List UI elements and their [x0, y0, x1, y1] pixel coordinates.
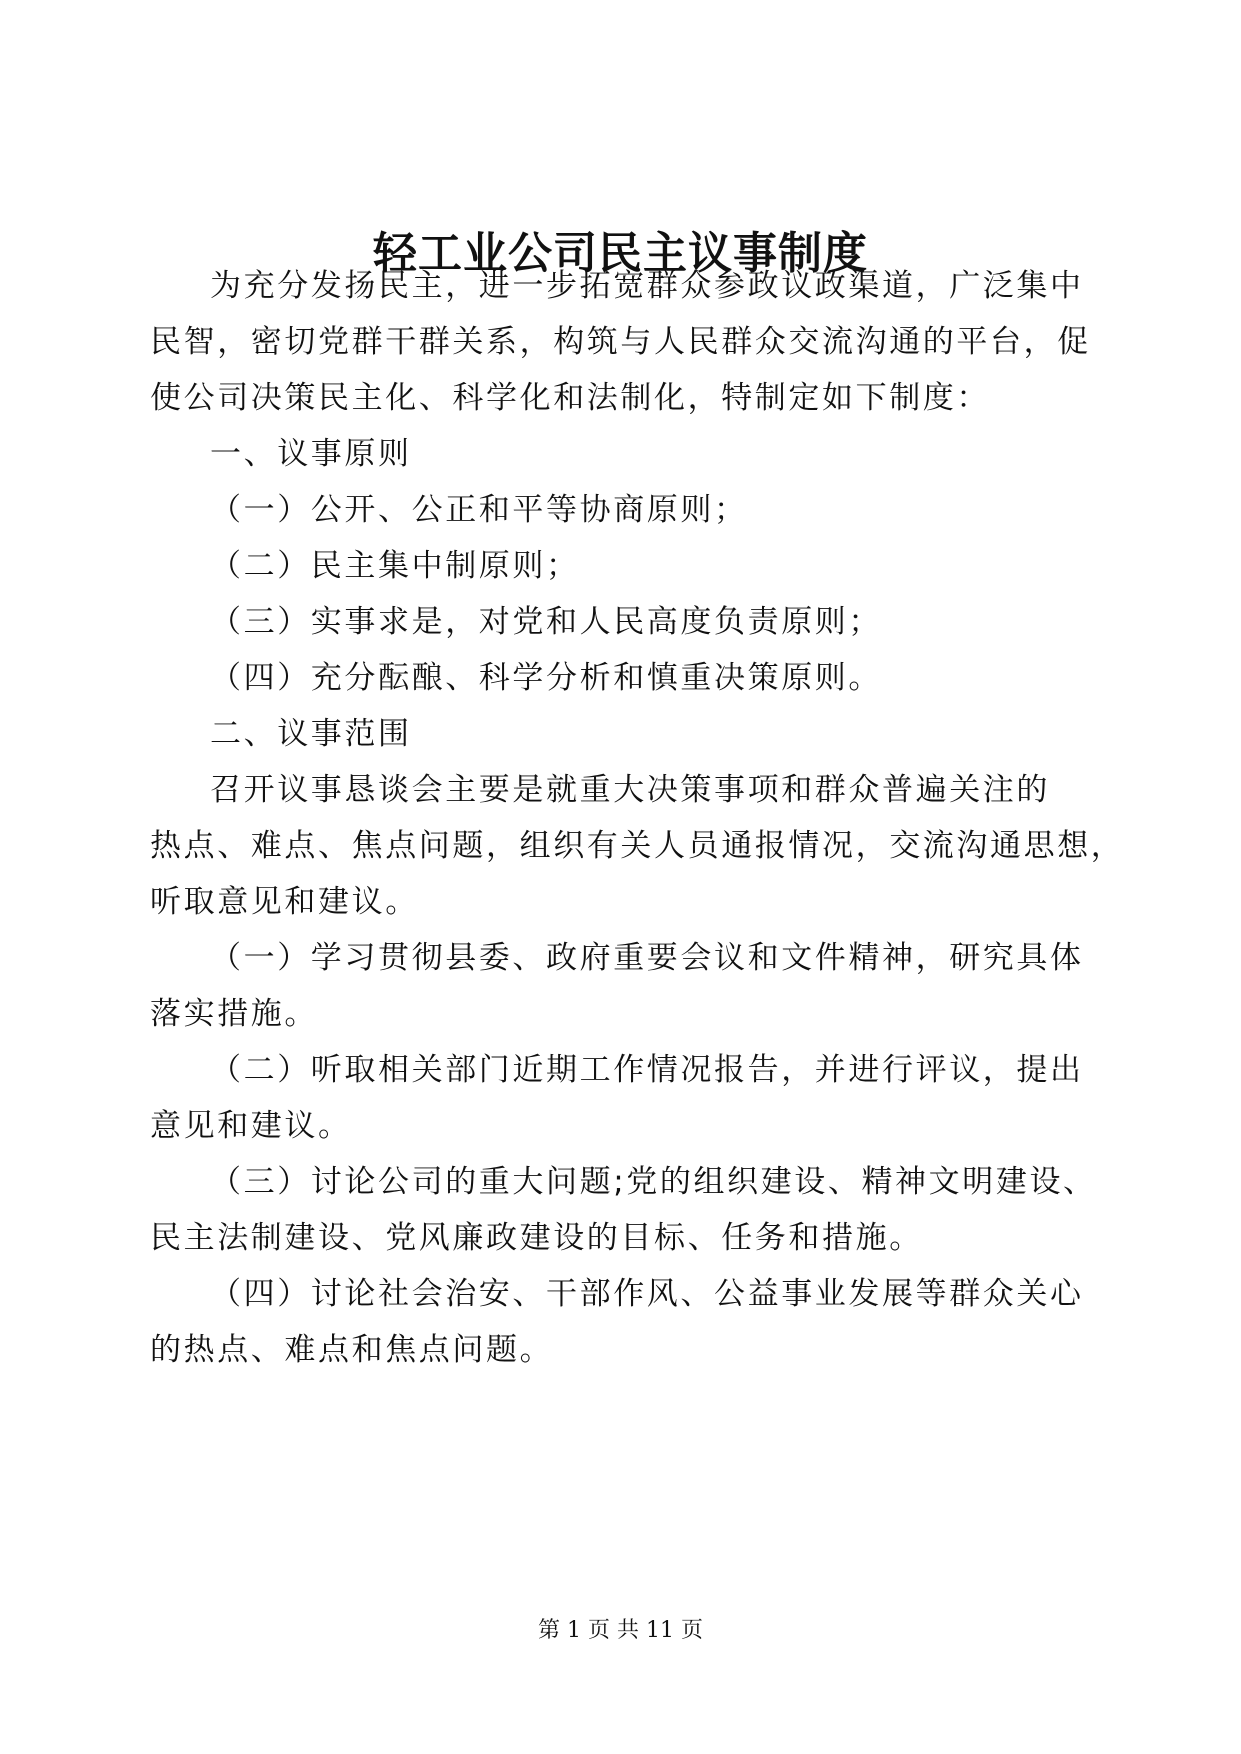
list-item: （四）讨论社会治安、干部作风、公益事业发展等群众关心 [210, 1276, 1084, 1312]
list-item: （三）实事求是，对党和人民高度负责原则； [210, 604, 882, 640]
list-item: 意见和建议。 [150, 1108, 352, 1144]
paragraph-line: 民智，密切党群干群关系，构筑与人民群众交流沟通的平台，促 [150, 324, 1091, 360]
list-item: （一）公开、公正和平等协商原则； [210, 492, 748, 528]
section-heading: 一、议事原则 [210, 436, 412, 472]
list-item: （二）民主集中制原则； [210, 548, 580, 584]
paragraph-line: 使公司决策民主化、科学化和法制化，特制定如下制度： [150, 380, 990, 416]
paragraph-line: 听取意见和建议。 [150, 884, 419, 920]
list-item: （一）学习贯彻县委、政府重要会议和文件精神，研究具体 [210, 940, 1084, 976]
document-title: 轻工业公司民主议事制度 [373, 228, 868, 279]
list-item: 的热点、难点和焦点问题。 [150, 1332, 554, 1368]
list-item: （二）听取相关部门近期工作情况报告，并进行评议，提出 [210, 1052, 1084, 1088]
section-heading: 二、议事范围 [210, 716, 412, 752]
list-item: （四）充分酝酿、科学分析和慎重决策原则。 [210, 660, 882, 696]
paragraph-line: 热点、难点、焦点问题，组织有关人员通报情况，交流沟通思想， [150, 828, 1125, 864]
paragraph-line: 为充分发扬民主，进一步拓宽群众参政议政渠道，广泛集中 [210, 268, 1084, 304]
paragraph-line: 召开议事恳谈会主要是就重大决策事项和群众普遍关注的 [210, 772, 1050, 808]
list-item: （三）讨论公司的重大问题;党的组织建设、精神文明建设、 [210, 1164, 1097, 1200]
page-footer: 第 1 页 共 11 页 [538, 1618, 703, 1643]
list-item: 落实措施。 [150, 996, 318, 1032]
list-item: 民主法制建设、党风廉政建设的目标、任务和措施。 [150, 1220, 923, 1256]
